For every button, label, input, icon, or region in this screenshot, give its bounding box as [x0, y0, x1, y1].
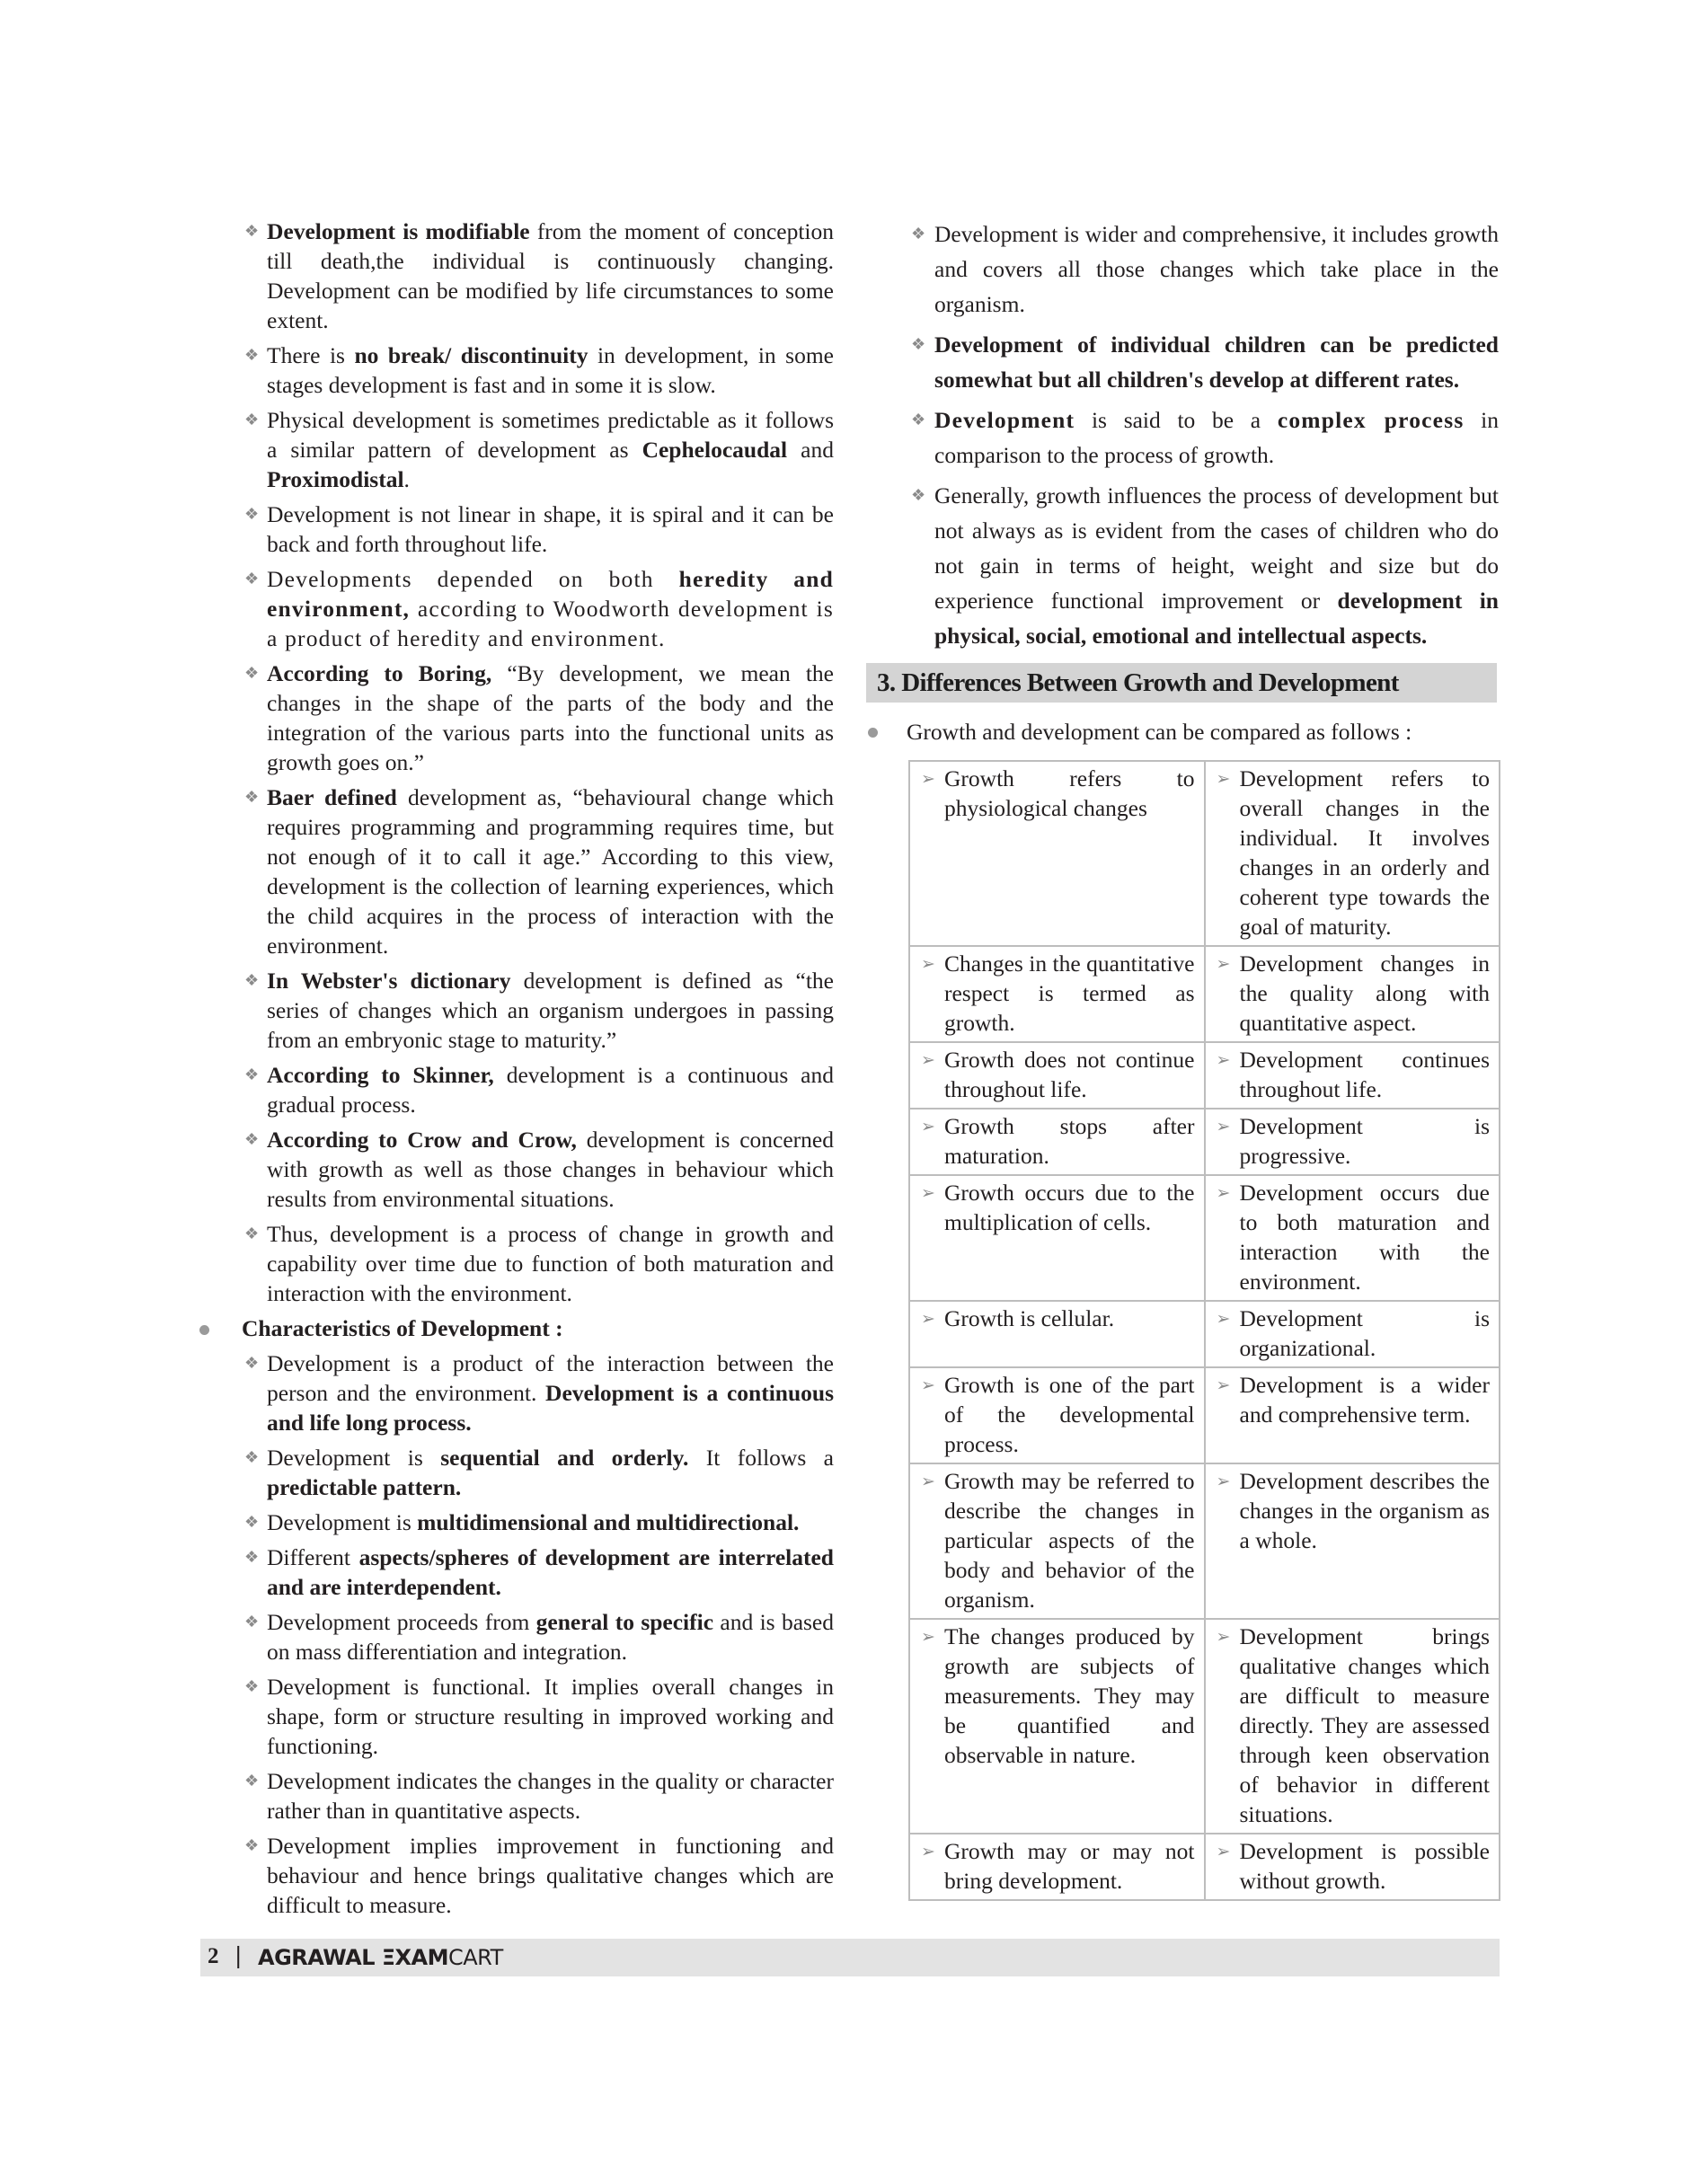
growth-cell: [909, 761, 1205, 946]
item-text: and: [787, 437, 834, 463]
diamond-bullet-icon: ❖: [244, 664, 260, 682]
left-column: [199, 217, 834, 1925]
growth-cell: [909, 1367, 1205, 1463]
growth-cell: [909, 946, 1205, 1042]
item-text: .: [403, 466, 410, 492]
cell-text: Development is progressive.: [1239, 1113, 1490, 1169]
item-text: and is based on mass differentiation and integration.: [267, 1609, 835, 1665]
comparison-table: [908, 760, 1500, 1901]
diamond-bullet-icon: ❖: [244, 971, 260, 989]
bold-term: complex process: [1277, 407, 1465, 433]
diamond-bullet-icon: ❖: [244, 1613, 260, 1631]
diamond-bullet-icon: ❖: [244, 1130, 260, 1148]
page-footer: [200, 1939, 1500, 1976]
diamond-bullet-icon: ❖: [244, 1354, 260, 1372]
item-text: development is a continuous and gradual process.: [267, 1062, 834, 1118]
bold-term: Baer defined: [267, 784, 397, 810]
bold-term: Cephelocaudal: [642, 437, 788, 463]
characteristics-heading: [199, 1313, 834, 1343]
item-text: development is concerned with growth as well as those changes in behaviour which results from environmental situations.: [267, 1127, 834, 1212]
arrow-bullet-icon: ➢: [1216, 1051, 1231, 1070]
development-cell: [1205, 761, 1500, 946]
item-text: Thus, development is a process of change in growth and capability over time due to function of both maturation and interaction with the environment.: [267, 1221, 834, 1306]
table-row: [909, 946, 1500, 1042]
item-text: development as, “behavioural change which requires programming and programming requires time, but not enough of it to call it age.” According to this view, development is the collection of learning experiences, which the child acquires in the process of interaction with the environment.: [267, 784, 834, 959]
development-cell: [1205, 1619, 1500, 1834]
diamond-bullet-icon: ❖: [244, 411, 260, 429]
bold-term: According to Skinner,: [267, 1062, 494, 1088]
item-text: Development proceeds from: [267, 1609, 536, 1635]
cell-text: Development is a wider and comprehensive term.: [1239, 1372, 1490, 1428]
cell-text: Development is organizational.: [1239, 1305, 1490, 1361]
bold-term: In Webster's dictionary: [267, 968, 511, 994]
item-text: Development implies improvement in functioning and behaviour and hence brings qualitative changes which are difficult to measure.: [267, 1833, 834, 1918]
right-column: [902, 217, 1499, 659]
intro-text: Growth and development can be compared as follows :: [907, 719, 1412, 745]
list-item: [199, 1507, 834, 1537]
arrow-bullet-icon: ➢: [921, 1118, 935, 1136]
arrow-bullet-icon: ➢: [1216, 770, 1231, 789]
cell-text: Changes in the quantitative respect is termed as growth.: [944, 950, 1195, 1036]
list-item: [199, 782, 834, 960]
arrow-bullet-icon: ➢: [921, 770, 935, 789]
bold-term: Proximodistal: [267, 466, 404, 492]
list-item: [199, 1831, 834, 1920]
development-cell: [1205, 1175, 1500, 1301]
cell-text: Growth stops after maturation.: [944, 1113, 1195, 1169]
diamond-bullet-icon: ❖: [244, 1548, 260, 1566]
cell-text: The changes produced by growth are subjects of measurements. They may be quantified and observable in nature.: [944, 1623, 1195, 1768]
table-row: [909, 1619, 1500, 1834]
cell-text: Growth occurs due to the multiplication of cells.: [944, 1180, 1195, 1235]
circle-bullet-icon: [199, 1325, 209, 1335]
growth-cell: [909, 1109, 1205, 1175]
diamond-bullet-icon: ❖: [244, 222, 260, 240]
arrow-bullet-icon: ➢: [921, 1310, 935, 1329]
list-item: [199, 499, 834, 559]
list-item: [199, 1766, 834, 1825]
list-item: [199, 1219, 834, 1308]
list-item: [199, 405, 834, 494]
arrow-bullet-icon: ➢: [1216, 955, 1231, 974]
item-text: It follows a: [688, 1445, 835, 1471]
development-cell: [1205, 1463, 1500, 1619]
item-text: from the moment of conception till death,the individual is continuously changing. Development can be modified by life circumstances to some extent.: [267, 218, 834, 333]
cell-text: Growth may be referred to describe the changes in particular aspects of the body and behavior of the organism.: [944, 1468, 1195, 1613]
arrow-bullet-icon: ➢: [921, 1051, 935, 1070]
item-text: according to Woodworth development is a product of heredity and environment.: [267, 596, 834, 651]
bold-term: predictable pattern.: [267, 1474, 462, 1500]
item-text: Development is: [267, 1445, 441, 1471]
diamond-bullet-icon: ❖: [911, 486, 926, 504]
list-item: [199, 340, 834, 400]
arrow-bullet-icon: ➢: [921, 1184, 935, 1203]
cell-text: Development is possible without growth.: [1239, 1838, 1490, 1894]
arrow-bullet-icon: ➢: [1216, 1843, 1231, 1861]
cell-text: Development continues throughout life.: [1239, 1047, 1490, 1102]
arrow-bullet-icon: ➢: [921, 955, 935, 974]
item-text: Development is functional. It implies overall changes in shape, form or structure resulting in improved working and functioning.: [267, 1674, 834, 1759]
diamond-bullet-icon: ❖: [911, 411, 926, 429]
diamond-bullet-icon: ❖: [244, 1224, 260, 1242]
item-text: Development is: [267, 1509, 418, 1535]
list-item: [199, 1060, 834, 1119]
arrow-bullet-icon: ➢: [1216, 1628, 1231, 1647]
table-row: [909, 1042, 1500, 1109]
list-item: [199, 659, 834, 777]
growth-cell: [909, 1301, 1205, 1367]
item-text: in development, in some stages development is fast and in some it is slow.: [267, 342, 834, 398]
arrow-bullet-icon: ➢: [1216, 1118, 1231, 1136]
cell-text: Development brings qualitative changes which are difficult to measure directly. They are assessed through keen observation of behavior in different situations.: [1239, 1623, 1490, 1827]
diamond-bullet-icon: ❖: [244, 1836, 260, 1854]
list-item: [199, 966, 834, 1055]
diamond-bullet-icon: ❖: [244, 1677, 260, 1695]
development-cell: [1205, 1042, 1500, 1109]
item-text: Different: [267, 1544, 359, 1570]
arrow-bullet-icon: ➢: [1216, 1310, 1231, 1329]
item-text: is said to be a: [1075, 407, 1278, 433]
item-text: in comparison to the process of growth.: [934, 407, 1499, 468]
cell-text: Growth may or may not bring development.: [944, 1838, 1195, 1894]
list-item: [199, 1607, 834, 1666]
bold-term: general to specific: [535, 1609, 714, 1635]
diamond-bullet-icon: ❖: [244, 1448, 260, 1466]
diamond-bullet-icon: ❖: [244, 570, 261, 588]
item-text: “By development, we mean the changes in the shape of the parts of the body and the integration of the various parts into the functional units as growth goes on.”: [267, 660, 834, 775]
diamond-bullet-icon: ❖: [244, 1513, 260, 1531]
development-cell: [1205, 1367, 1500, 1463]
cell-text: Growth is cellular.: [944, 1305, 1115, 1331]
circle-bullet-icon: [868, 728, 878, 738]
cell-text: Growth is one of the part of the developmental process.: [944, 1372, 1195, 1457]
arrow-bullet-icon: ➢: [1216, 1184, 1231, 1203]
cell-text: Development refers to overall changes in the individual. It involves changes in an orderly and coherent type towards the goal of maturity.: [1239, 765, 1490, 940]
item-text: Physical development is sometimes predictable as it follows a similar pattern of development as: [267, 407, 834, 463]
table-row: [909, 1463, 1500, 1619]
growth-cell: [909, 1834, 1205, 1900]
development-cell: [1205, 1109, 1500, 1175]
growth-cell: [909, 1175, 1205, 1301]
arrow-bullet-icon: ➢: [1216, 1472, 1231, 1491]
growth-cell: [909, 1619, 1205, 1834]
list-item: [199, 217, 834, 335]
item-text: There is: [267, 342, 355, 368]
list-item: [902, 217, 1499, 322]
page-number: 2: [208, 1944, 219, 1968]
table-row: [909, 1301, 1500, 1367]
diamond-bullet-icon: ❖: [244, 788, 260, 806]
table-row: [909, 1175, 1500, 1301]
heading-text: Characteristics of Development :: [242, 1315, 563, 1341]
table-row: [909, 1109, 1500, 1175]
list-item: [199, 564, 834, 653]
list-item: [199, 1543, 834, 1602]
item-text: Development indicates the changes in the quality or character rather than in quantitative aspects.: [267, 1768, 834, 1824]
bold-term: Development is a continuous and life long process.: [267, 1380, 834, 1436]
comparison-intro: [866, 717, 1495, 747]
growth-cell: [909, 1463, 1205, 1619]
arrow-bullet-icon: ➢: [921, 1843, 935, 1861]
arrow-bullet-icon: ➢: [1216, 1376, 1231, 1395]
list-item: [199, 1672, 834, 1761]
cell-text: Growth refers to physiological changes: [944, 765, 1195, 821]
diamond-bullet-icon: ❖: [911, 335, 926, 353]
list-item: [199, 1125, 834, 1214]
list-item: [199, 1348, 834, 1437]
bold-term: Development of individual children can be predicted somewhat but all children's develop at different rates.: [934, 332, 1499, 393]
arrow-bullet-icon: ➢: [921, 1376, 935, 1395]
diamond-bullet-icon: ❖: [244, 346, 260, 364]
cell-text: Growth does not continue throughout life.: [944, 1047, 1195, 1102]
footer-separator: |: [235, 1942, 243, 1968]
diamond-bullet-icon: ❖: [911, 225, 926, 243]
item-text: Development is not linear in shape, it is spiral and it can be back and forth throughout life.: [267, 501, 834, 557]
arrow-bullet-icon: ➢: [921, 1628, 935, 1647]
table-row: [909, 761, 1500, 946]
diamond-bullet-icon: ❖: [244, 1772, 260, 1790]
bold-term: heredity and environment,: [267, 566, 834, 622]
bold-term: Development is modifiable: [267, 218, 530, 244]
diamond-bullet-icon: ❖: [244, 505, 260, 523]
item-text: Development is wider and comprehensive, it includes growth and covers all those changes which take place in the organism.: [934, 221, 1499, 317]
bold-term: multidimensional and multidirectional.: [417, 1509, 800, 1535]
cell-text: Development changes in the quality along with quantitative aspect.: [1239, 950, 1490, 1036]
bold-term: According to Crow and Crow,: [267, 1127, 577, 1153]
list-item: [199, 1443, 834, 1502]
growth-cell: [909, 1042, 1205, 1109]
brand-logo: [258, 1945, 503, 1970]
table-row: [909, 1367, 1500, 1463]
list-item: [902, 402, 1499, 473]
brand-light-text: CART: [448, 1945, 503, 1970]
development-cell: [1205, 946, 1500, 1042]
bold-term: no break/ discontinuity: [354, 342, 589, 368]
item-text: Developments depended on both: [267, 566, 679, 592]
item-text: Development is a product of the interaction between the person and the environment.: [267, 1350, 834, 1406]
bold-term: sequential and orderly.: [440, 1445, 689, 1471]
development-cell: [1205, 1301, 1500, 1367]
cell-text: Development occurs due to both maturation and interaction with the environment.: [1239, 1180, 1490, 1295]
item-text: development is defined as “the series of changes which an organism undergoes in passing from an embryonic stage to maturity.”: [267, 968, 834, 1053]
development-cell: [1205, 1834, 1500, 1900]
arrow-bullet-icon: ➢: [921, 1472, 935, 1491]
cell-text: Development describes the changes in the organism as a whole.: [1239, 1468, 1490, 1553]
table-row: [909, 1834, 1500, 1900]
bold-term: According to Boring,: [267, 660, 492, 686]
bold-term: Development: [934, 407, 1075, 433]
brand-bold-text: AGRAWAL ΞXAM: [258, 1945, 448, 1970]
list-item: [902, 327, 1499, 397]
diamond-bullet-icon: ❖: [244, 1065, 260, 1083]
item-text: Generally, growth influences the process of development but not always as is evident from the cases of children who do not gain in terms of height, weight and size but do experience functional improvement or: [934, 482, 1499, 614]
section-heading: 3. Differences Between Growth and Development: [866, 663, 1497, 703]
bold-term: aspects/spheres of development are interrelated and are interdependent.: [267, 1544, 834, 1600]
list-item: [902, 478, 1499, 653]
bold-term: development in physical, social, emotional and intellectual aspects.: [934, 588, 1499, 649]
